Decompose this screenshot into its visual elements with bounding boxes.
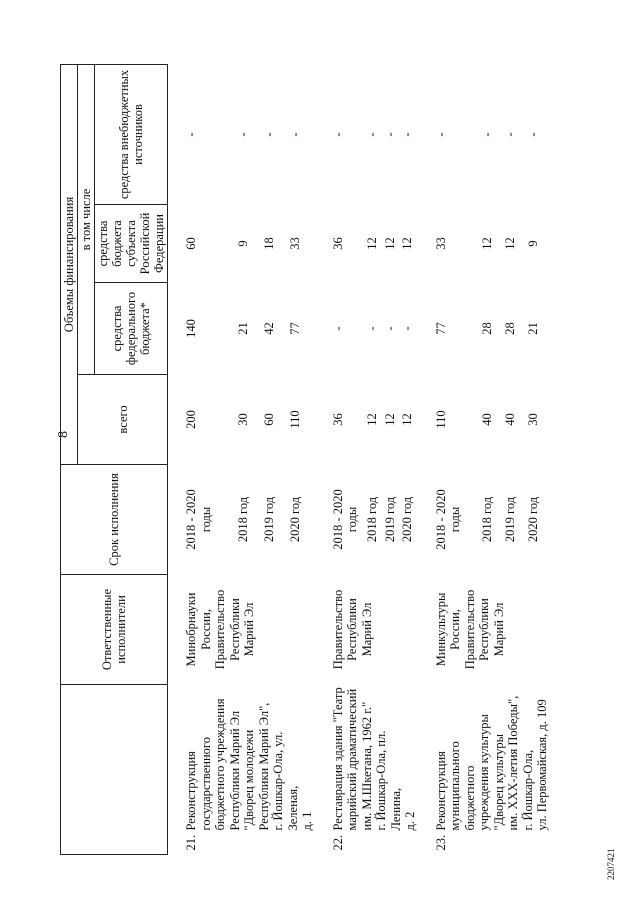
extrabudget-value: - xyxy=(382,132,397,137)
financing-table xyxy=(60,64,550,855)
period-cell xyxy=(184,465,236,575)
period: 2018 год xyxy=(479,496,494,543)
regional-value: 12 xyxy=(382,237,397,250)
total-value: 12 xyxy=(400,413,415,426)
period-cell xyxy=(288,465,314,575)
regional-value: 33 xyxy=(433,237,448,250)
table-body xyxy=(168,64,550,854)
federal-value: 21 xyxy=(236,322,251,335)
responsible-line: Марий Эл xyxy=(242,602,256,657)
responsible-executors xyxy=(434,575,550,685)
regional-value: 18 xyxy=(262,237,277,250)
period-cell xyxy=(331,465,366,575)
object-name-line: им. М.Шкетана, 1962 г." xyxy=(359,701,374,831)
responsible-executors xyxy=(184,575,315,685)
period-cell xyxy=(383,465,400,575)
object-name-line: учреждения культуры xyxy=(477,714,491,831)
object-name-line: Республики Марий Эл xyxy=(227,710,242,831)
extrabudget-value: - xyxy=(479,132,494,137)
object-name-line: им. XXX-летия Победы", xyxy=(506,695,520,831)
period: 2018 - 2020 xyxy=(184,489,198,550)
row-number: 22. xyxy=(330,834,345,851)
object-name-line: муниципального бюджетного xyxy=(448,741,477,831)
regional-value: 33 xyxy=(288,237,303,250)
federal-value: 28 xyxy=(479,322,494,335)
object-name-line: Реконструкция xyxy=(433,751,448,831)
responsible-line: России, xyxy=(448,609,462,650)
federal-value: 21 xyxy=(526,322,541,335)
total-value: 110 xyxy=(288,410,303,429)
responsible-line: Правительство xyxy=(213,589,227,670)
federal-value: - xyxy=(382,326,397,331)
row-number: 21. xyxy=(184,834,198,851)
document-code: 2207421 xyxy=(606,848,616,880)
period: 2018 - 2020 xyxy=(433,489,448,550)
responsible-executors xyxy=(331,575,418,685)
responsible-line: Правительство xyxy=(330,589,345,670)
responsible-line: России, xyxy=(198,609,213,650)
responsible-line: Республики xyxy=(477,598,491,661)
page-number: 8 xyxy=(56,431,71,438)
extrabudget-value: - xyxy=(433,132,448,137)
header-total: всего xyxy=(78,375,168,465)
financing-table-sheet xyxy=(60,65,549,855)
period-cell xyxy=(480,465,503,575)
period-suffix: годы xyxy=(198,506,213,533)
total-value: 40 xyxy=(503,413,518,426)
total-value: 30 xyxy=(236,413,251,426)
header-including: в том числе xyxy=(78,64,95,374)
federal-value: 42 xyxy=(262,322,277,335)
responsible-line: Республики xyxy=(227,598,242,661)
extrabudget-value: - xyxy=(526,132,541,137)
federal-value: - xyxy=(330,326,345,331)
total-value: 110 xyxy=(433,410,448,429)
regional-value: 12 xyxy=(503,237,518,250)
extrabudget-value: - xyxy=(288,132,303,137)
extrabudget-value: - xyxy=(400,132,415,137)
period: 2019 год xyxy=(503,496,518,543)
period-cell xyxy=(434,465,480,575)
regional-value: 9 xyxy=(236,240,251,247)
federal-value: - xyxy=(400,326,415,331)
total-value: 60 xyxy=(262,413,277,426)
period: 2020 год xyxy=(400,496,415,543)
object-name-line: Реконструкция xyxy=(184,751,198,831)
period-suffix: годы xyxy=(448,506,462,533)
period-cell xyxy=(503,465,526,575)
header-blank xyxy=(61,685,168,855)
header-financing: Объемы финансирования xyxy=(61,64,78,464)
header-federal: средства федерального бюджета* xyxy=(95,283,168,375)
federal-value: 28 xyxy=(503,322,518,335)
total-value: 30 xyxy=(526,413,541,426)
regional-value: 12 xyxy=(365,237,380,250)
header-extrabudget: средства внебюджетных источников xyxy=(95,64,168,204)
period: 2019 год xyxy=(382,496,397,543)
table-row xyxy=(184,64,236,854)
responsible-line: Минобрнауки xyxy=(184,592,198,667)
total-value: 36 xyxy=(330,413,345,426)
total-value: 12 xyxy=(365,413,380,426)
period: 2020 год xyxy=(526,496,541,543)
responsible-line: Республики xyxy=(345,598,359,661)
extrabudget-value: - xyxy=(365,132,380,137)
table-header xyxy=(61,64,168,854)
regional-value: 12 xyxy=(400,237,415,250)
total-value: 12 xyxy=(382,413,397,426)
federal-value: 77 xyxy=(288,322,303,335)
object-name-line: бюджетного учреждения xyxy=(213,698,227,831)
table-row xyxy=(331,64,366,854)
object-name-line: Республики Марий Эл", xyxy=(256,702,271,831)
extrabudget-value: - xyxy=(184,132,198,137)
object-name-line: государственного xyxy=(198,737,213,831)
period: 2019 год xyxy=(262,496,277,543)
object-name xyxy=(434,685,550,833)
responsible-line: Правительство xyxy=(462,589,477,670)
object-name-line: г. Йошкар-Ола, xyxy=(520,749,535,831)
object-name-line: "Дворец культуры xyxy=(491,733,506,831)
total-value: 200 xyxy=(184,410,198,429)
header-regional: средства бюджета субъекта Российской Федерации xyxy=(95,205,168,283)
federal-value: 140 xyxy=(184,319,198,338)
regional-value: 12 xyxy=(479,237,494,250)
object-name-line: Реставрация здания "Театр xyxy=(330,687,345,831)
total-value: 40 xyxy=(479,413,494,426)
federal-value: 77 xyxy=(433,322,448,335)
object-name-line: д. 1 xyxy=(300,811,314,831)
extrabudget-value: - xyxy=(262,132,277,137)
object-name-line: д. 2 xyxy=(403,811,417,831)
period: 2020 год xyxy=(288,496,303,543)
header-responsible: Ответственные исполнители xyxy=(61,575,168,685)
object-name xyxy=(331,685,418,833)
object-name xyxy=(184,685,315,833)
period: 2018 год xyxy=(236,496,251,543)
object-name-line: марийский драматический xyxy=(345,688,359,831)
period-suffix: годы xyxy=(345,506,359,533)
regional-value: 9 xyxy=(526,240,541,247)
object-name-line: г. Йошкар-Ола, ул. Зеленая, xyxy=(271,731,300,831)
responsible-line: Марий Эл xyxy=(491,602,506,657)
table-row xyxy=(434,64,480,854)
row-number: 23. xyxy=(433,834,448,851)
responsible-line: Марий Эл xyxy=(359,602,374,657)
object-name-line: г. Йошкар-Ола, пл. Ленина, xyxy=(374,730,403,831)
extrabudget-value: - xyxy=(330,132,345,137)
federal-value: - xyxy=(365,326,380,331)
extrabudget-value: - xyxy=(236,132,251,137)
period: 2018 год xyxy=(365,496,380,543)
header-deadline: Срок исполнения xyxy=(61,465,168,575)
period: 2018 - 2020 xyxy=(330,489,345,550)
period-cell xyxy=(400,465,417,575)
period-cell xyxy=(236,465,262,575)
period-cell xyxy=(262,465,288,575)
object-name-line: ул. Первомайская, д. 109 xyxy=(535,699,549,831)
regional-value: 36 xyxy=(330,237,345,250)
extrabudget-value: - xyxy=(503,132,518,137)
responsible-line: Минкультуры xyxy=(433,592,448,667)
object-name-line: "Дворец молодежи xyxy=(242,729,256,831)
regional-value: 60 xyxy=(184,237,198,250)
period-cell xyxy=(526,465,549,575)
period-cell xyxy=(365,465,382,575)
